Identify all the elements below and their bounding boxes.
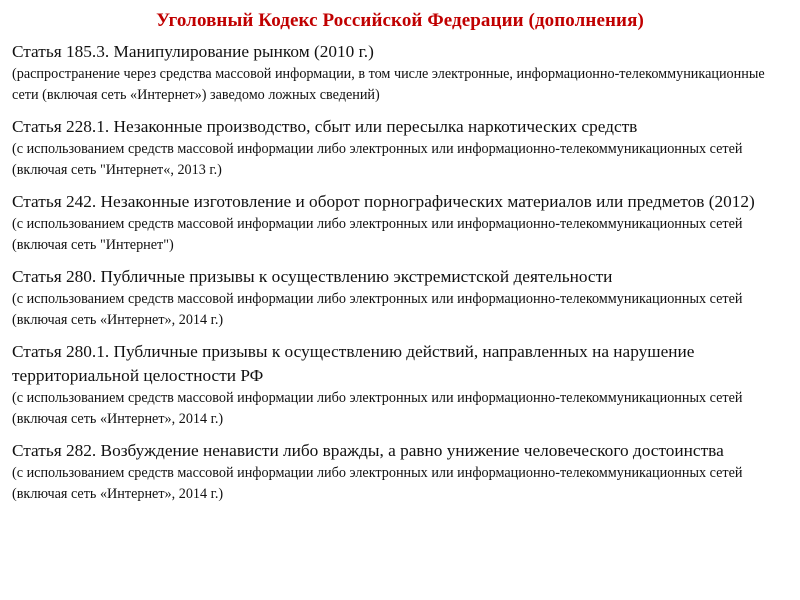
article-heading: Статья 282. Возбуждение ненависти либо вражды, а равно унижение человеческого достоинства [12,441,724,460]
article-280 [12,265,792,331]
article-detail: (с использованием средств массовой информации либо электронных или информационно-телекоммуникационных сетей (включая сеть "Интернет") [12,216,743,253]
article-heading: Статья 280.1. Публичные призывы к осуществлению действий, направленных на нарушение территориальной целостности РФ [12,342,695,385]
article-282 [12,439,792,505]
article-heading: Статья 280. Публичные призывы к осуществлению экстремистской деятельности [12,267,613,286]
article-list [12,40,792,514]
article-heading: Статья 242. Незаконные изготовление и оборот порнографических материалов или предметов (2012) [12,192,755,211]
article-detail: (с использованием средств массовой информации либо электронных или информационно-телекоммуникационных сетей (включая сеть «Интернет», 2014 г.) [12,390,743,427]
slide-title: Уголовный Кодекс Российской Федерации (дополнения) [156,10,644,31]
article-detail: (с использованием средств массовой информации либо электронных или информационно-телекоммуникационных сетей (включая сеть «Интернет», 2014 г.) [12,465,743,502]
article-242 [12,190,792,256]
article-heading: Статья 185.3. Манипулирование рынком (2010 г.) [12,42,374,61]
article-detail: (с использованием средств массовой информации либо электронных или информационно-телекоммуникационных сетей (включая сеть "Интернет«, 2013 г.) [12,141,743,178]
article-228-1 [12,115,792,181]
article-185-3 [12,40,792,106]
article-detail: (распространение через средства массовой информации, в том числе электронные, информационно-телекоммуникационные сети (включая сеть «Интернет») заведомо ложных сведений) [12,66,765,103]
article-heading: Статья 228.1. Незаконные производство, сбыт или пересылка наркотических средств [12,117,638,136]
article-detail: (с использованием средств массовой информации либо электронных или информационно-телекоммуникационных сетей (включая сеть «Интернет», 2014 г.) [12,291,743,328]
article-280-1 [12,340,792,430]
